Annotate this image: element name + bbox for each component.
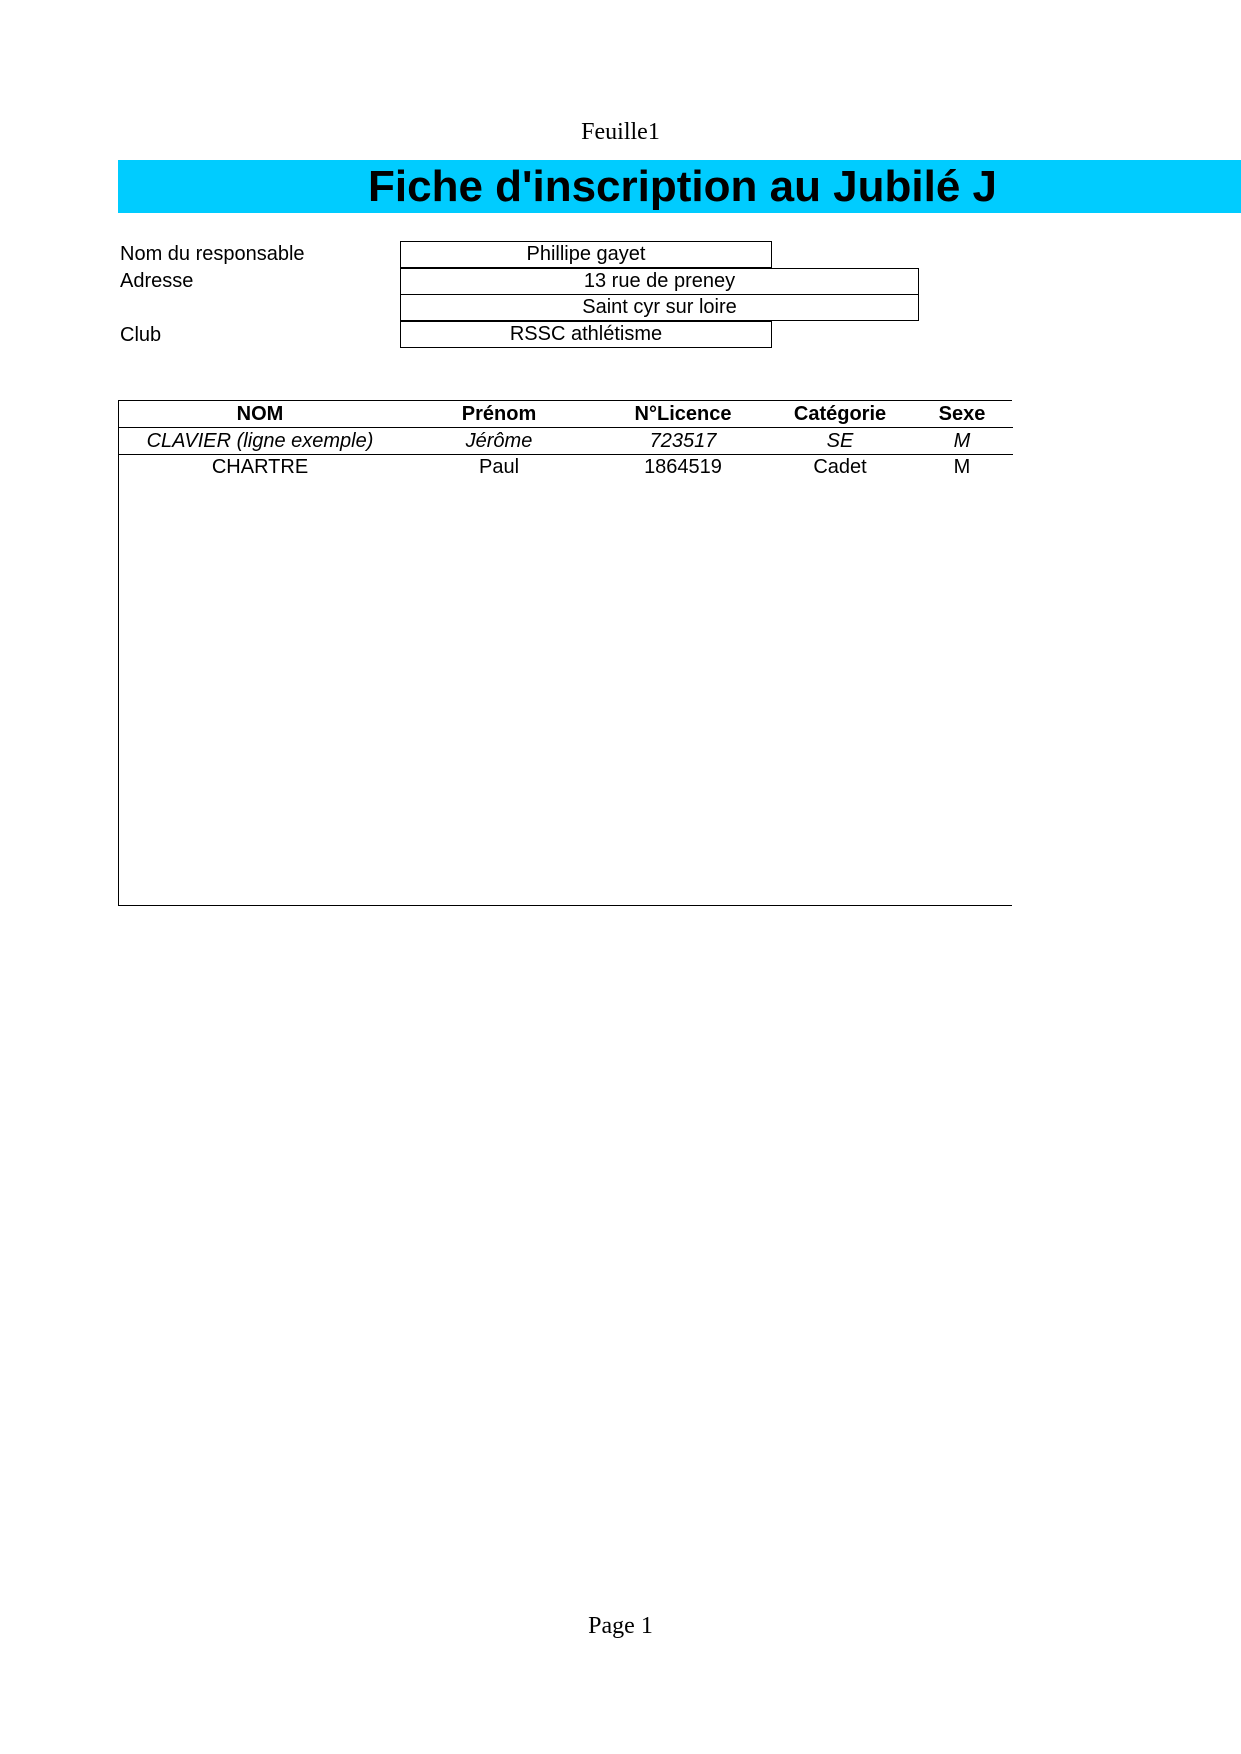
club-field[interactable]: RSSC athlétisme bbox=[400, 321, 772, 348]
cell-nom[interactable]: CLAVIER (ligne exemple) bbox=[146, 430, 374, 452]
cell-licence[interactable]: 723517 bbox=[649, 430, 717, 452]
cell-categorie[interactable]: Cadet bbox=[813, 456, 867, 478]
cell-licence[interactable]: 1864519 bbox=[644, 456, 722, 478]
header-sexe: Sexe bbox=[938, 403, 986, 425]
header-prenom: Prénom bbox=[461, 403, 537, 425]
header-licence: N°Licence bbox=[634, 403, 732, 425]
title-band bbox=[118, 160, 1241, 213]
cell-sexe[interactable]: M bbox=[953, 430, 971, 452]
entries-table bbox=[118, 400, 1012, 906]
responsable-label: Nom du responsable bbox=[120, 243, 305, 265]
cell-categorie[interactable]: SE bbox=[826, 430, 854, 452]
cell-prenom[interactable]: Paul bbox=[478, 456, 520, 478]
cell-prenom[interactable]: Jérôme bbox=[465, 430, 533, 452]
adresse-label: Adresse bbox=[120, 270, 194, 292]
adresse-line2-field[interactable]: Saint cyr sur loire bbox=[400, 294, 919, 321]
table-header-row bbox=[119, 401, 1013, 427]
responsable-field[interactable]: Phillipe gayet bbox=[400, 241, 772, 268]
club-label: Club bbox=[120, 324, 162, 346]
cell-nom[interactable]: CHARTRE bbox=[211, 456, 309, 478]
cell-sexe[interactable]: M bbox=[953, 456, 971, 478]
sheet-header: Feuille1 bbox=[581, 119, 660, 145]
title-clip bbox=[118, 160, 1012, 213]
table-row-example bbox=[119, 427, 1013, 455]
header-nom: NOM bbox=[236, 403, 284, 425]
table-row bbox=[119, 454, 1013, 480]
page-footer: Page 1 bbox=[588, 1613, 653, 1639]
adresse-line1-field[interactable]: 13 rue de preney bbox=[400, 268, 919, 295]
page-title: Fiche d'inscription au Jubilé J bbox=[368, 162, 998, 211]
header-categorie: Catégorie bbox=[793, 403, 887, 425]
